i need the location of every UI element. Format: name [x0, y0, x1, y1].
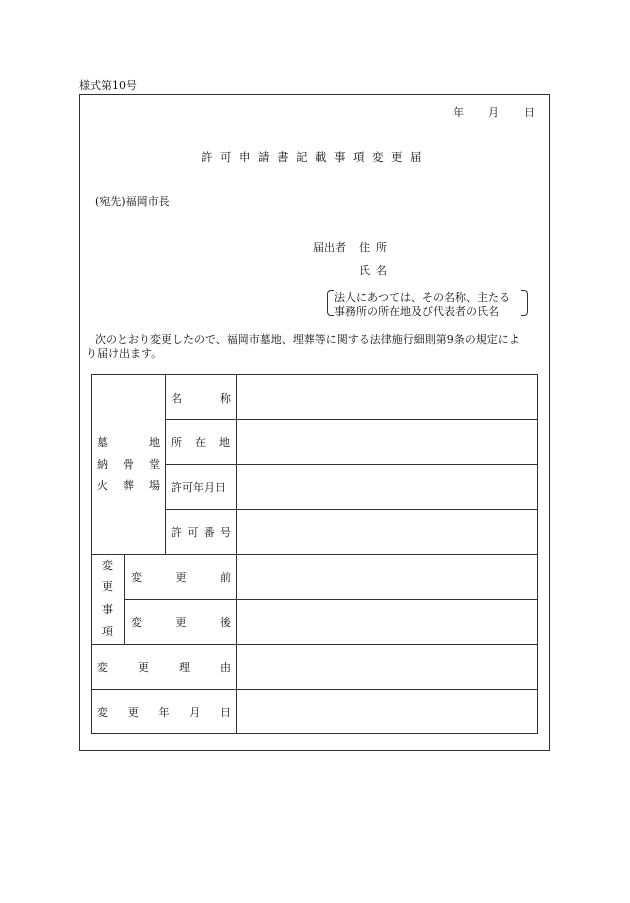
addressee: (宛先)福岡市長 [95, 195, 170, 208]
row-label-location: 所在地 [171, 436, 231, 449]
facility-char: 葬 [123, 479, 134, 492]
note-bracket-left [327, 290, 334, 316]
table-line [91, 689, 538, 690]
table-line [165, 464, 538, 465]
row-label-name: 名 称 [171, 392, 231, 405]
change-items-char: 変 [102, 559, 113, 572]
facility-char: 堂 [149, 458, 160, 471]
facility-char: 地 [149, 436, 160, 449]
note-bracket-right [521, 290, 528, 316]
table-line [91, 733, 538, 734]
facility-char: 納 [97, 458, 108, 471]
date-month-label: 月 [488, 106, 499, 119]
table-line [91, 374, 92, 734]
corporate-note-line1: 法人にあつては、その名称、主たる [334, 291, 510, 304]
corporate-note-line2: 事務所の所在地及び代表者の氏名 [334, 305, 499, 318]
row-label-reason: 変 更 理 由 [97, 661, 231, 674]
row-label-after: 変 更 後 [131, 616, 231, 629]
table-line [165, 374, 166, 554]
date-day-label: 日 [524, 106, 535, 119]
form-title: 許可申請書記載事項変更届 [201, 150, 429, 164]
table-line [236, 374, 237, 734]
form-number: 様式第10号 [79, 79, 137, 92]
change-items-char: 事 [102, 603, 113, 616]
details-table [91, 374, 538, 734]
facility-char: 墓 [97, 436, 108, 449]
table-line [165, 419, 538, 420]
table-line [91, 554, 538, 555]
row-label-permit-date: 許可年月日 [171, 481, 226, 494]
facility-char: 火 [97, 479, 108, 492]
table-line [124, 554, 125, 644]
table-line [165, 509, 538, 510]
facility-char: 場 [149, 479, 160, 492]
facility-char: 骨 [123, 458, 134, 471]
body-text-line1: 次のとおり変更したので、福岡市墓地、埋葬等に関する法律施行細則第9条の規定によ [95, 333, 520, 346]
row-label-before: 変 更 前 [131, 571, 231, 584]
change-items-char: 項 [102, 625, 113, 638]
address-label: 住所 [359, 241, 393, 254]
name-label: 氏名 [359, 264, 393, 277]
change-items-char: 更 [102, 580, 113, 593]
table-line [91, 644, 538, 645]
table-line [91, 374, 538, 375]
body-text-line2: り届け出ます。 [86, 347, 163, 360]
date-year-label: 年 [453, 106, 464, 119]
table-line [537, 374, 538, 734]
applicant-label: 届出者 [313, 241, 346, 254]
row-label-permit-number: 許可番号 [171, 526, 231, 539]
row-label-change-date: 変 更 年 月 日 [97, 706, 231, 719]
table-line [124, 599, 538, 600]
